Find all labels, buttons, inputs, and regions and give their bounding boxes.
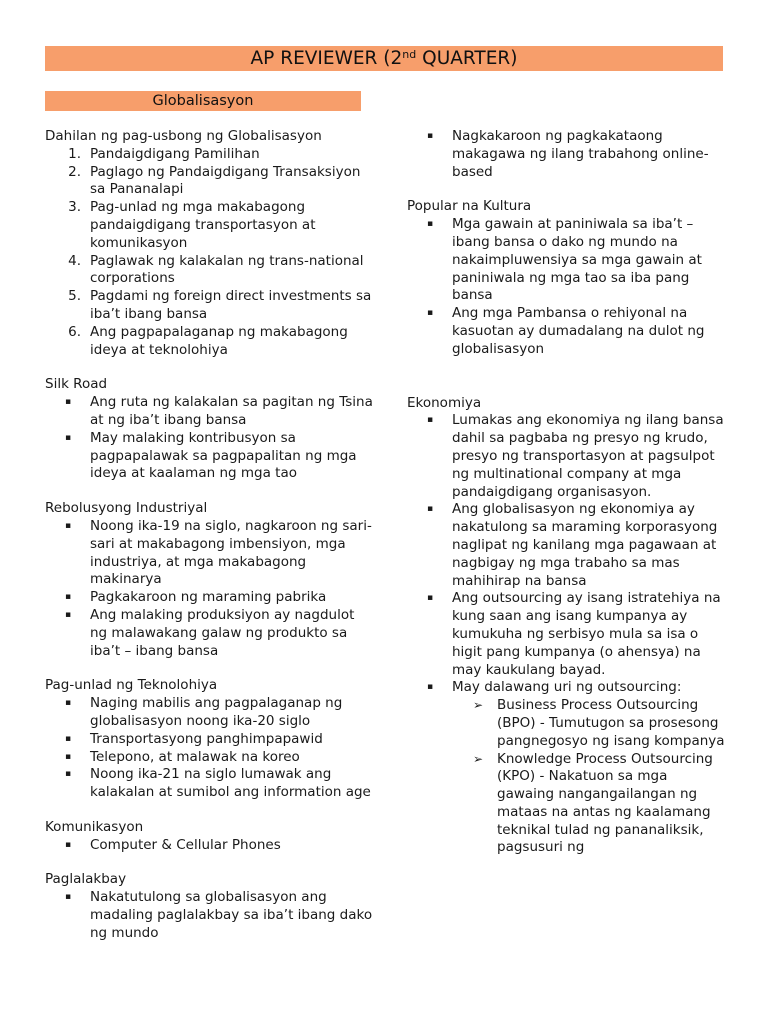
- section-heading: Silk Road: [45, 376, 108, 393]
- bullet-icon: ▪: [427, 415, 434, 426]
- section-heading: Rebolusyong Industriyal: [45, 500, 208, 517]
- bullet-icon: ▪: [65, 733, 72, 744]
- section-silk-road: [45, 376, 375, 483]
- section-komunikasyon: [45, 819, 375, 855]
- section-heading: Dahilan ng pag-usbong ng Globalisasyon: [45, 128, 322, 144]
- list-item: ▪ Noong ika-19 na siglo, nagkaroon ng sari-sari at makabagong imbensiyon, mga industriya, at mga makabagong makinarya: [65, 517, 372, 588]
- bullet-icon: ▪: [427, 219, 434, 230]
- list-item: ▪ Pagkakaroon ng maraming pabrika: [65, 589, 327, 606]
- list-item: 3. Pag-unlad ng mga makabagong pandaigdigang transportasyon at komunikasyon: [68, 199, 316, 251]
- section-ekonomiya: [407, 395, 725, 858]
- bullet-icon: ▪: [65, 892, 72, 903]
- bullet-icon: ▪: [427, 504, 434, 515]
- list-item: ▪ Ang ruta ng kalakalan sa pagitan ng Tsina at ng iba’t ibang bansa: [65, 394, 373, 428]
- section-heading: Popular na Kultura: [407, 198, 532, 215]
- list-item: ▪ Transportasyong panghimpapawid: [65, 730, 323, 747]
- page-title: AP REVIEWER (2nd QUARTER): [45, 46, 723, 71]
- list-item: ▪ Lumakas ang ekonomiya ng ilang bansa dahil sa pagbaba ng presyo ng krudo, presyo ng transportasyon at pagsulpot ng multinational company at mga pandaigdigang organisasyon.: [427, 412, 724, 500]
- bullet-icon: ▪: [65, 839, 72, 850]
- sub-list-item: ➢ Business Process Outsourcing (BPO) - Tumutugon sa prosesong pangnegosyo ng isang kompanya: [473, 697, 725, 749]
- list-item: ▪ May dalawang uri ng outsourcing:: [427, 679, 682, 696]
- arrow-bullet-icon: ➢: [473, 698, 484, 713]
- section-teknolohiya: [45, 677, 375, 802]
- list-item: ▪ Ang mga Pambansa o rehiyonal na kasuotan ay dumadalang na dulot ng globalisasyon: [427, 305, 705, 357]
- right-column: [407, 128, 725, 857]
- left-column: [45, 128, 375, 943]
- bullet-icon: ▪: [65, 592, 72, 603]
- section-heading: Komunikasyon: [45, 818, 144, 835]
- bullet-icon: ▪: [427, 308, 434, 319]
- bullet-icon: ▪: [427, 131, 434, 141]
- list-item: ▪ May malaking kontribusyon sa pagpapalawak sa pagpapalitan ng mga ideya at kaalaman ng mga tao: [65, 429, 357, 482]
- list-item: ▪ Computer & Cellular Phones: [65, 836, 281, 853]
- section-paglalakbay: [45, 871, 375, 942]
- bullet-icon: ▪: [65, 769, 72, 780]
- list-item: 1. Pandaigdigang Pamilihan: [68, 145, 260, 162]
- section-heading: Pag-unlad ng Teknolohiya: [45, 677, 218, 694]
- section-heading: Paglalakbay: [45, 871, 127, 888]
- bullet-icon: ▪: [65, 520, 72, 531]
- arrow-bullet-icon: ➢: [473, 751, 484, 766]
- list-item: ▪ Mga gawain at paniniwala sa iba’t – ibang bansa o dako ng mundo na nakaimpluwensiya sa mga gawain at paniniwala ng mga tao sa iba pang bansa: [427, 216, 702, 304]
- list-item: ▪ Telepono, at malawak na koreo: [65, 748, 300, 765]
- list-item: ▪ Nagkakaroon ng pagkakataong makagawa ng ilang trabahong online-based: [427, 128, 709, 180]
- list-item: ▪ Noong ika-21 na siglo lumawak ang kalakalan at sumibol ang information age: [65, 766, 371, 801]
- bullet-icon: ▪: [65, 432, 72, 443]
- list-item: 2. Paglago ng Pandaigdigang Transaksiyon sa Pananalapi: [68, 163, 361, 198]
- list-item: 5. Pagdami ng foreign direct investments sa iba’t ibang bansa: [68, 288, 372, 322]
- section-rebolusyon: [45, 500, 375, 660]
- bullet-icon: ▪: [65, 751, 72, 762]
- list-item: ▪ Ang outsourcing ay isang istratehiya na kung saan ang isang kumpanya ay kumukuha ng serbisyo mula sa isa o higit pang kumpanya (o ahensya) na may kaukulang bayad.: [427, 590, 721, 678]
- bullet-icon: ▪: [65, 609, 72, 620]
- list-item: 4. Paglawak ng kalakalan ng trans-national corporations: [68, 252, 364, 287]
- bullet-icon: ▪: [65, 397, 72, 408]
- list-item: ▪ Nakatutulong sa globalisasyon ang madaling paglalakbay sa iba’t ibang dako ng mundo: [65, 889, 373, 941]
- list-item: ▪ Naging mabilis ang pagpalaganap ng globalisasyon noong ika-20 siglo: [65, 695, 343, 729]
- section-popular: [407, 198, 725, 358]
- section-banner: Globalisasyon: [45, 91, 361, 111]
- sub-list-item: ➢ Knowledge Process Outsourcing (KPO) - Nakatuon sa mga gawaing nangangailangan ng mataas na antas ng kaalamang teknikal tulad ng pananaliksik, pagsusuri ng: [473, 750, 713, 856]
- list-item: 6. Ang pagpapalaganap ng makabagong ideya at teknolohiya: [68, 323, 348, 358]
- list-item: ▪ Ang malaking produksiyon ay nagdulot ng malawakang galaw ng produkto sa iba’t – ibang bansa: [65, 606, 355, 659]
- bullet-icon: ▪: [65, 698, 72, 709]
- section-online: [407, 128, 725, 181]
- section-heading: Ekonomiya: [407, 394, 482, 411]
- bullet-icon: ▪: [427, 593, 434, 604]
- bullet-icon: ▪: [427, 682, 434, 693]
- list-item: ▪ Ang globalisasyon ng ekonomiya ay nakatulong sa maraming korporasyong naglipat ng kanilang mga pagawaan at nagbigay ng mga trabaho sa mas mahihirap na bansa: [427, 501, 718, 589]
- section-dahilan: [45, 128, 375, 359]
